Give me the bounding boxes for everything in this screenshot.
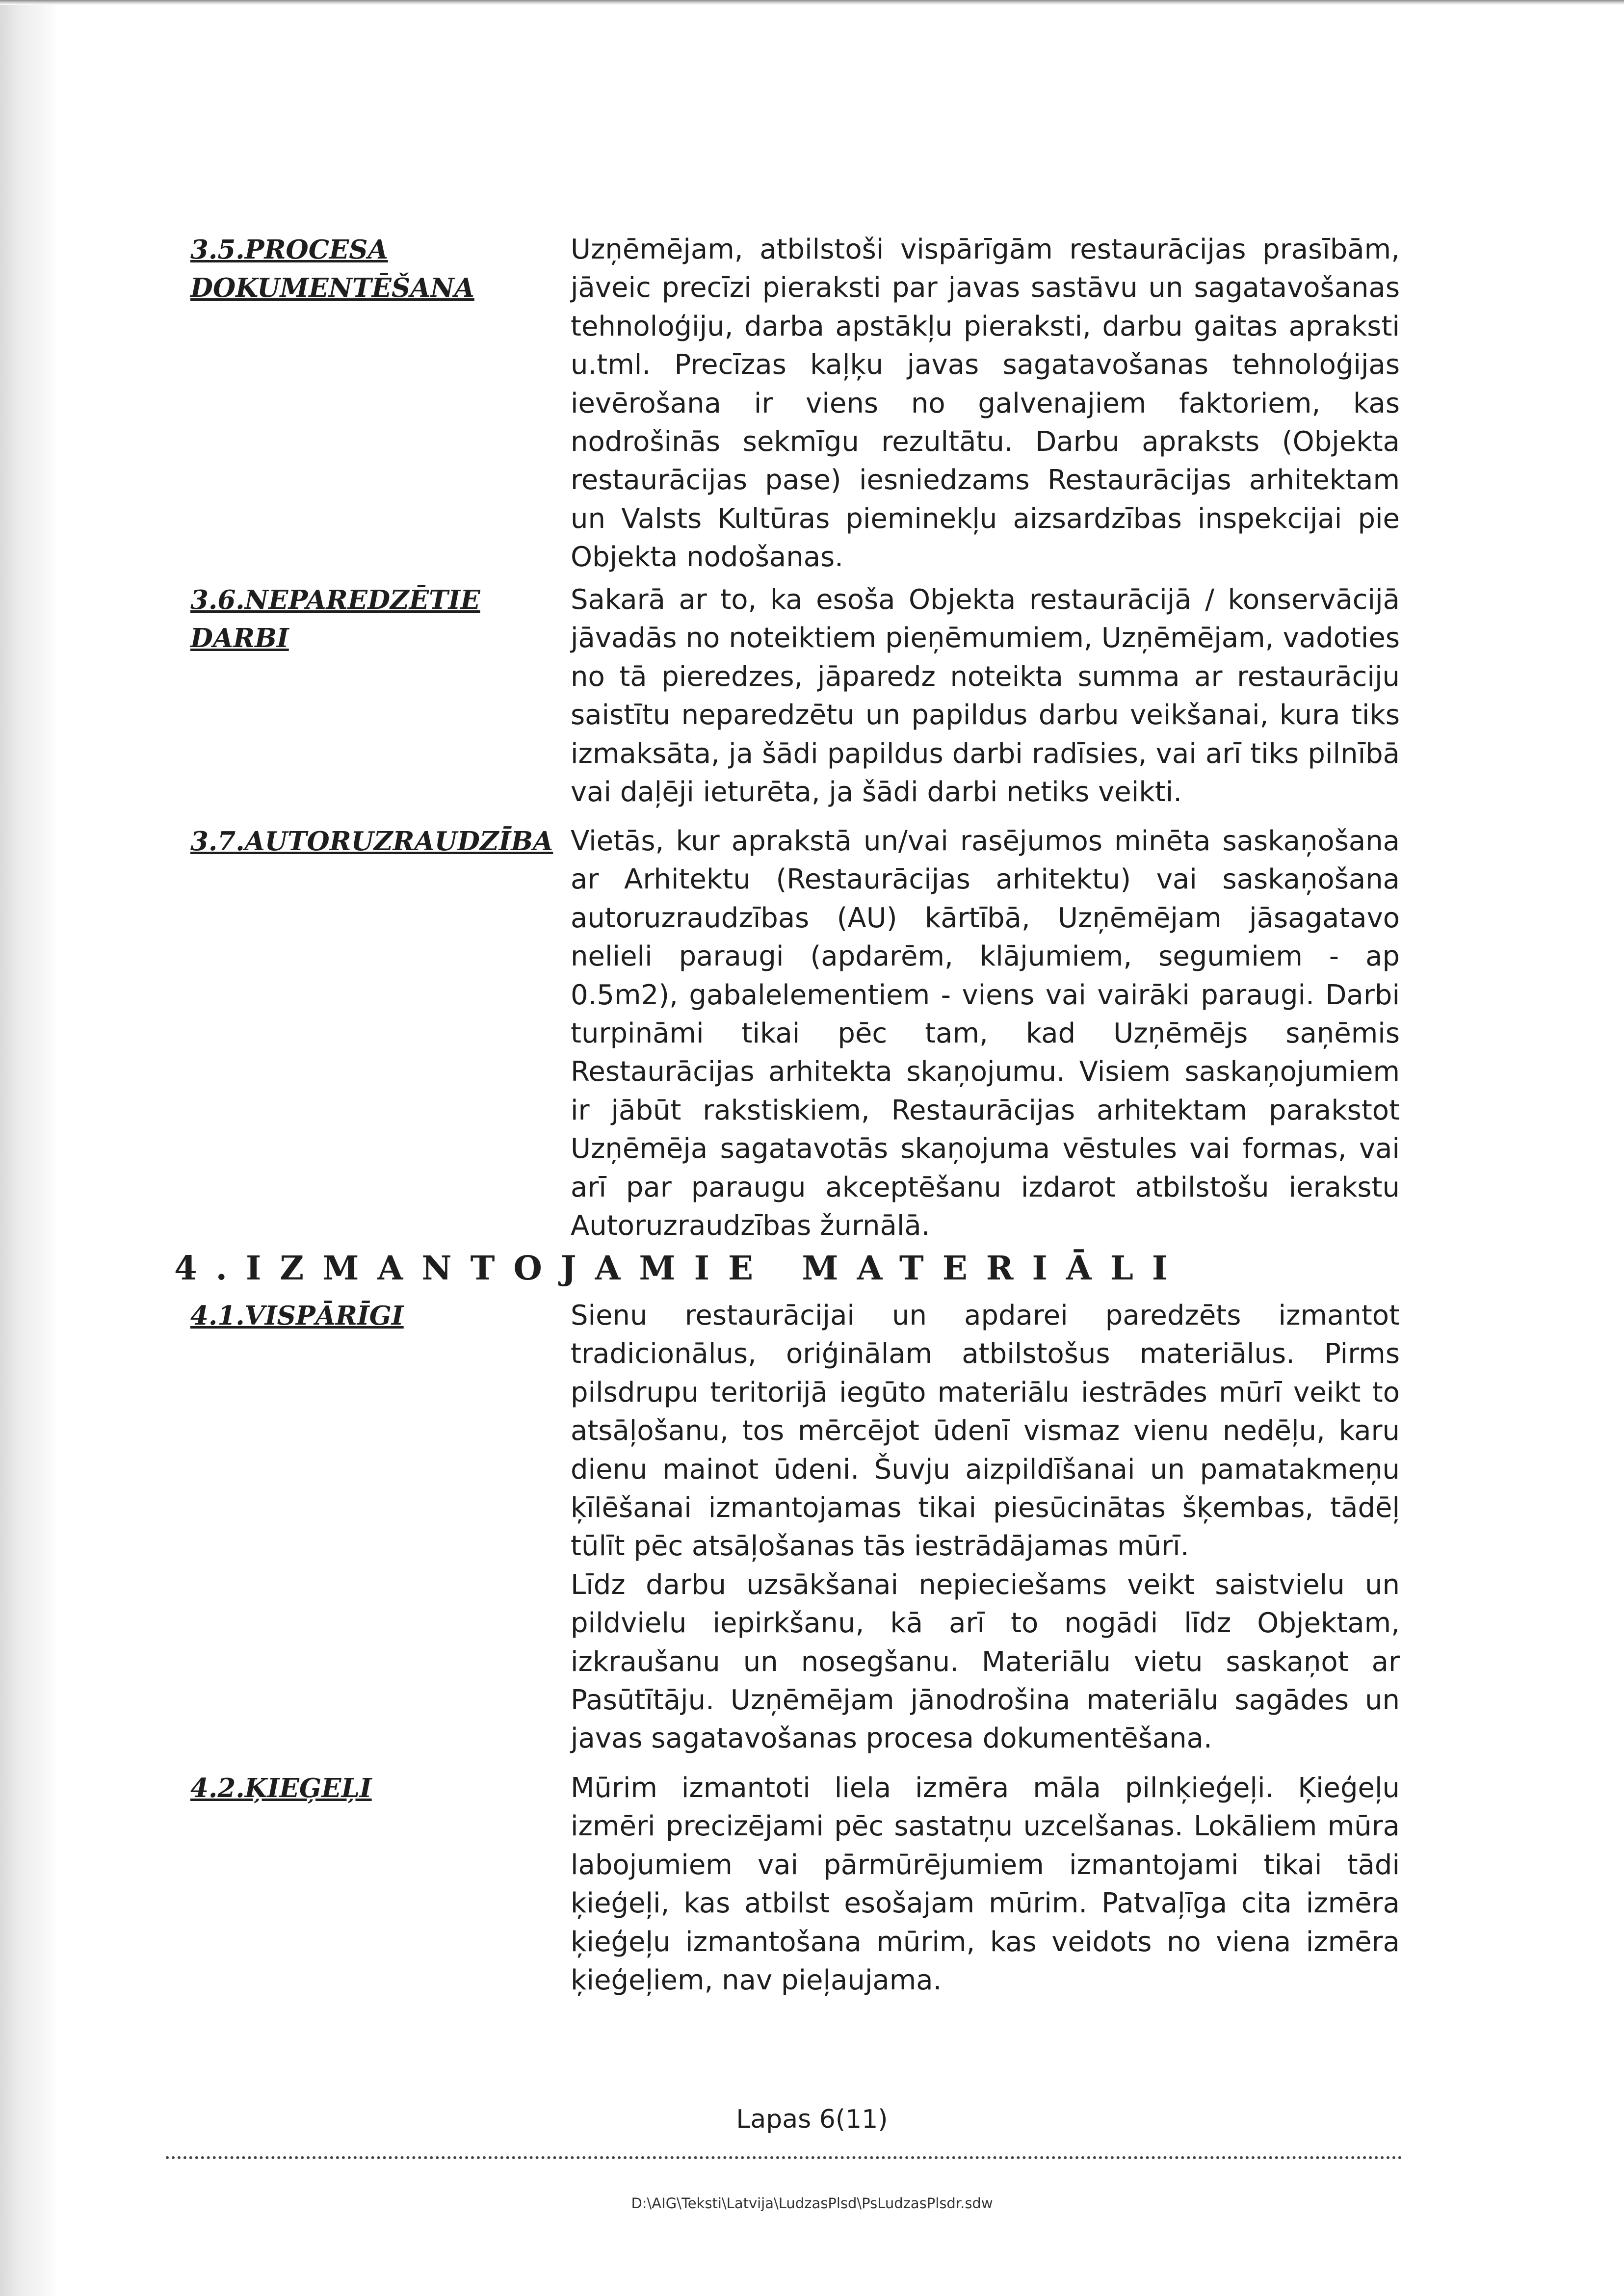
paragraph: Sakarā ar to, ka esoša Objekta restaurācijā / konservācijā jāvadās no noteiktiem pieņēmumiem, Uzņēmējam, vadoties no tā pieredzes, jāparedz noteikta summa ar restaurāciju saistītu neparedzētu un papildus darbu veikšanai, kura tiks izmaksāta, ja šādi papildus darbi radīsies, vai arī tiks pilnībā vai daļēji ieturēta, ja šādi darbi netiks veikti.: [571, 584, 1400, 809]
scan-left-edge: [0, 0, 59, 2296]
section-heading: 4.1.VISPĀRĪGI: [190, 1301, 404, 1331]
section-heading: 4.2.ĶIEĢEĻI: [190, 1773, 372, 1803]
page-number: Lapas 6(11): [736, 2105, 888, 2134]
paragraph: Mūrim izmantoti liela izmēra māla pilnķieģeļi. Ķieģeļu izmēri precizējami pēc sastatņu uzcelšanas. Lokāliem mūra labojumiem vai pārmūrējumiem izmantojami tikai tādi ķieģeļi, kas atbilst esošajam mūrim. Patvaļīga cita izmēra ķieģeļu izmantošana mūrim, kas veidots no viena izmēra ķieģeļiem, nav pieļaujama.: [571, 1772, 1400, 1997]
section-body: [571, 581, 1400, 811]
section-body: [571, 1297, 1400, 1758]
section-body: [571, 1769, 1400, 2000]
chapter-title: 4.IZMANTOJAMIE MATERIĀLI: [174, 1249, 1186, 1287]
section-body: [571, 231, 1400, 577]
file-path: D:\AIG\Teksti\Latvija\LudzasPlsd\PsLudzasPlsdr.sdw: [631, 2195, 993, 2212]
paragraph: Uzņēmējam, atbilstoši vispārīgām restaurācijas prasībām, jāveic precīzi pieraksti par javas sastāvu un sagatavošanas tehnoloģiju, darba apstākļu pieraksti, darbu gaitas apraksti u.tml. Precīzas kaļķu javas sagatavošanas tehnoloģijas ievērošana ir viens no galvenajiem faktoriem, kas nodrošinās sekmīgu rezultātu. Darbu apraksts (Objekta restaurācijas pase) iesniedzams Restaurācijas arhitektam un Valsts Kultūras pieminekļu aizsardzības inspekcijai pie Objekta nodošanas.: [571, 234, 1400, 574]
section-body: [571, 822, 1400, 1245]
paragraph: Vietās, kur aprakstā un/vai rasējumos minēta saskaņošana ar Arhitektu (Restaurācijas arhitektu) vai saskaņošana autoruzraudzības (AU) kārtībā, Uzņēmējam jāsagatavo nelieli paraugi (apdarēm, klājumiem, segumiem - ap 0.5m2), gabalelementiem - viens vai vairāki paraugi. Darbi turpināmi tikai pēc tam, kad Uzņēmējs saņēmis Restaurācijas arhitekta skaņojumu. Visiem saskaņojumiem ir jābūt rakstiskiem, Restaurācijas arhitektam parakstot Uzņēmēja sagatavotās skaņojuma vēstules vai formas, vai arī par paraugu akceptēšanu izdarot atbilstošu ierakstu Autoruzraudzības žurnālā.: [571, 825, 1400, 1242]
section-heading: 3.6.NEPAREDZĒTIE DARBI: [190, 585, 480, 653]
scan-top-edge: [0, 0, 1624, 5]
section-heading: 3.5.PROCESA DOKUMENTĒŠANA: [190, 235, 474, 303]
paragraph: Līdz darbu uzsākšanai nepieciešams veikt saistvielu un pildvielu iepirkšanu, kā arī to nogādi līdz Objektam, izkraušanu un nosegšanu. Materiālu vietu saskaņot ar Pasūtītāju. Uzņēmējam jānodrošina materiālu sagādes un javas sagatavošanas procesa dokumentēšana.: [571, 1568, 1400, 1755]
paragraph: Sienu restaurācijai un apdarei paredzēts izmantot tradicionālus, oriģinālam atbilstošus materiālus. Pirms pilsdrupu teritorijā iegūto materiālu iestrādes mūrī veikt to atsāļošanu, tos mērcējot ūdenī vismaz vienu nedēļu, karu dienu mainot ūdeni. Šuvju aizpildīšanai un pamatakmeņu ķīlēšanai izmantojamas tikai piesūcinātas šķembas, tādēļ tūlīt pēc atsāļošanas tās iestrādājamas mūrī.: [571, 1300, 1400, 1563]
footer-divider: [166, 2156, 1402, 2159]
section-heading: 3.7.AUTORUZRAUDZĪBA: [190, 826, 553, 857]
